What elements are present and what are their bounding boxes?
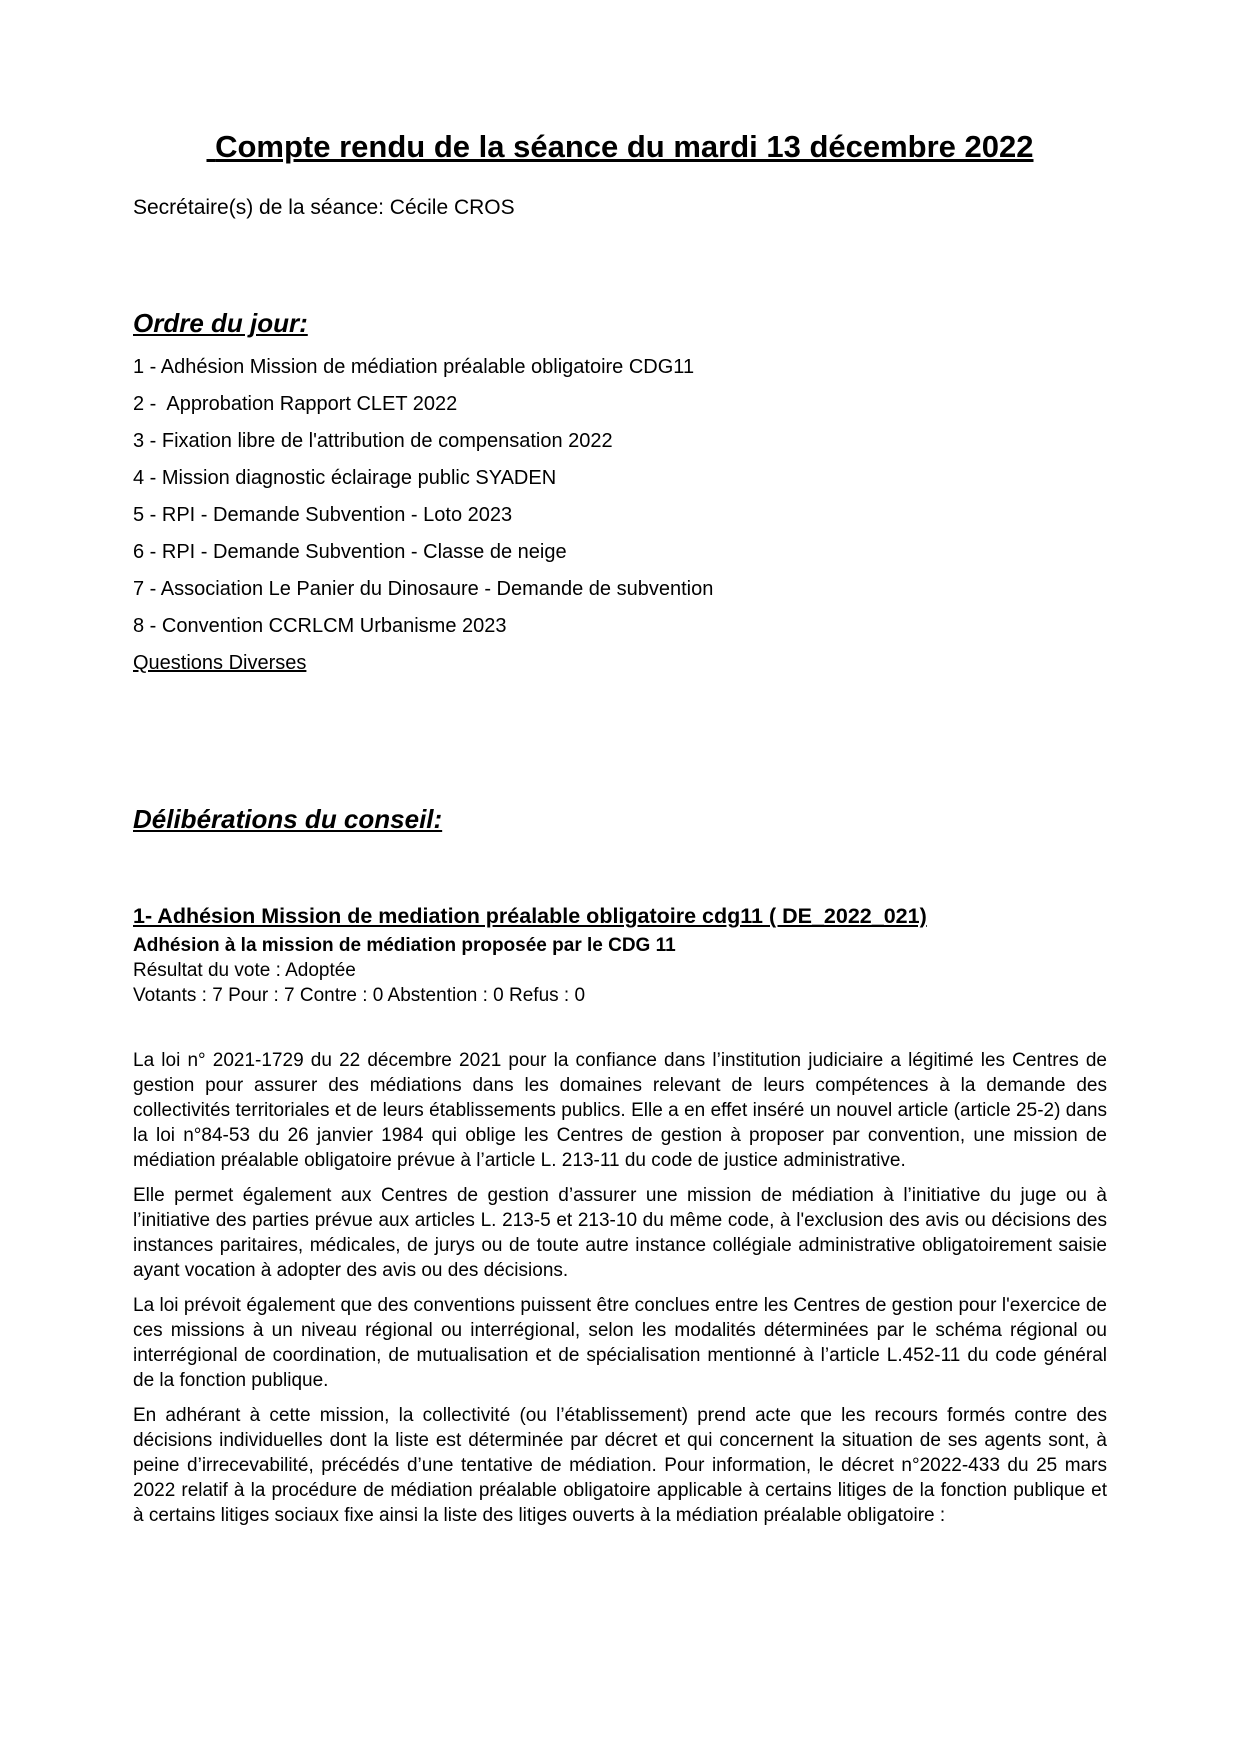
agenda-item-6: 6 - RPI - Demande Subvention - Classe de neige: [133, 541, 567, 563]
body-paragraph-1: La loi n° 2021-1729 du 22 décembre 2021 pour la confiance dans l’institution judiciaire a légitimé les Centres de gestion pour assurer des médiations dans les domaines relevant de leurs compétences à la demande des collectivités territoriales et de leurs établissements publics. Elle a en effet inséré un nouvel article (article 25-2) dans la loi n°84-53 du 26 janvier 1984 qui oblige les Centres de gestion à proposer par convention, une mission de médiation préalable obligatoire prévue à l’article L. 213-11 du code de justice administrative.: [133, 1050, 1107, 1171]
agenda-heading: Ordre du jour:: [133, 308, 308, 338]
agenda-item-5: 5 - RPI - Demande Subvention - Loto 2023: [133, 504, 513, 526]
agenda-list: [133, 356, 1107, 637]
body-paragraph-4: En adhérant à cette mission, la collectivité (ou l’établissement) prend acte que les recours formés contre des décisions individuelles dont la liste est déterminée par décret et qui concernent la situation de ses agents sont, à peine d’irrecevabilité, précédés d’une tentative de médiation. Pour information, le décret n°2022-433 du 25 mars 2022 relatif à la procédure de médiation préalable obligatoire applicable à certains litiges de la fonction publique et à certains litiges sociaux fixe ainsi la liste des litiges ouverts à la médiation préalable obligatoire :: [133, 1405, 1107, 1526]
secretary-line: Secrétaire(s) de la séance: Cécile CROS: [133, 196, 515, 219]
agenda-item-4: 4 - Mission diagnostic éclairage public SYADEN: [133, 467, 557, 489]
deliberations-heading: Délibérations du conseil:: [133, 804, 443, 834]
vote-counts: Votants : 7 Pour : 7 Contre : 0 Abstention : 0 Refus : 0: [133, 985, 586, 1006]
agenda-item-3: 3 - Fixation libre de l'attribution de compensation 2022: [133, 430, 613, 452]
deliberation-1-subtitle: Adhésion à la mission de médiation proposée par le CDG 11: [133, 935, 676, 956]
deliberation-1-title: 1- Adhésion Mission de mediation préalable obligatoire cdg11 ( DE_2022_021): [133, 904, 927, 928]
body-paragraph-2: Elle permet également aux Centres de gestion d’assurer une mission de médiation à l’initiative du juge ou à l’initiative des parties prévue aux articles L. 213-5 et 213-10 du même code, à l'exclusion des avis ou décisions des instances paritaires, médicales, de jurys ou de toute autre instance collégiale administrative obligatoirement saisie ayant vocation à adopter des avis ou des décisions.: [133, 1185, 1107, 1281]
agenda-item-8: 8 - Convention CCRLCM Urbanisme 2023: [133, 615, 507, 637]
vote-result: Résultat du vote : Adoptée: [133, 960, 356, 981]
agenda-item-7: 7 - Association Le Panier du Dinosaure - Demande de subvention: [133, 578, 714, 600]
document-title: Compte rendu de la séance du mardi 13 décembre 2022: [206, 129, 1034, 164]
agenda-item-1: 1 - Adhésion Mission de médiation préalable obligatoire CDG11: [133, 356, 695, 378]
agenda-item-2: 2 - Approbation Rapport CLET 2022: [133, 393, 458, 415]
deliberation-1-body: [133, 1048, 1107, 1528]
body-paragraph-3: La loi prévoit également que des conventions puissent être conclues entre les Centres de gestion pour l'exercice de ces missions à un niveau régional ou interrégional, selon les modalités déterminées par le schéma régional ou interrégional de coordination, de mutualisation et de spécialisation mentionné à l’article L.452-11 du code général de la fonction publique.: [133, 1295, 1107, 1391]
questions-diverses-heading: Questions Diverses: [133, 652, 307, 674]
